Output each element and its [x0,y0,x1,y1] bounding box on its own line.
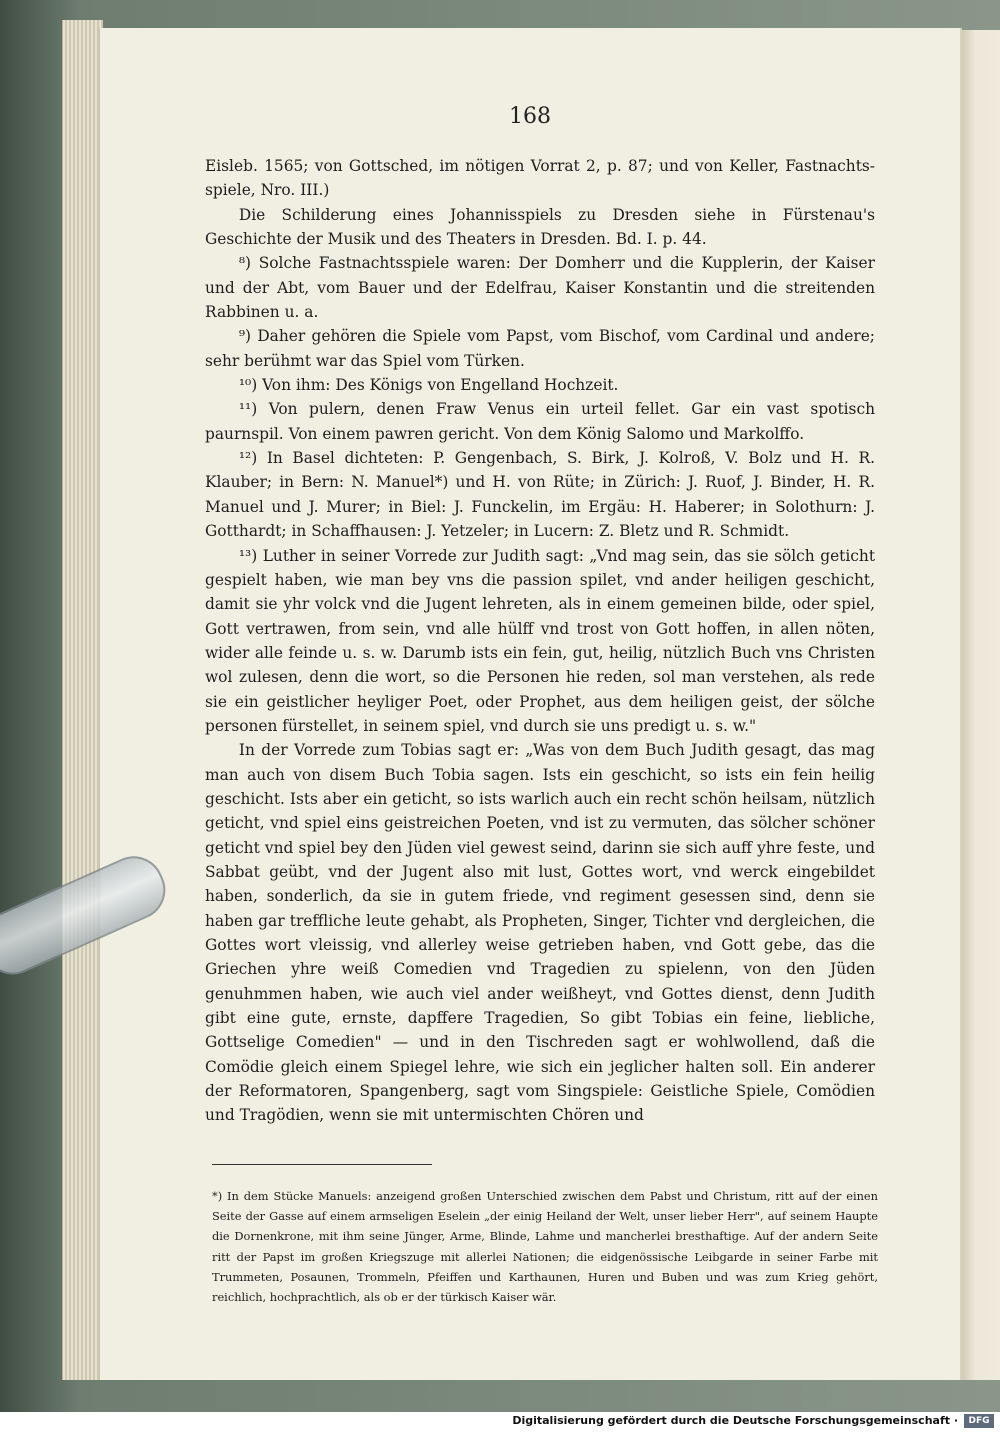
footnote-asterisk: *) In dem Stücke Manuels: anzeigend großen Unterschied zwischen dem Pabst und Christum, ritt auf der einen Seite der Gasse auf einem armseligen Eselein „der einig Heiland der Welt, unser lieber Herr", auf seinem Haupte die Dornenkrone, mit ihm seine Jünger, Arme, Blinde, Lahme und mancherlei bresthaftige. Auf der andern Seite ritt der Papst im großen Kriegszuge mit allerlei Nationen; die eidgenössische Leibgarde in seiner Farbe mit Trummeten, Posaunen, Trommeln, Pfeiffen und Karthaunen, Huren und Buben und was zum Krieg gehört, reichlich, hochprachtlich, als ob er der türkisch Kaiser wär. [212,1189,878,1305]
footer-bar [0,1412,1000,1432]
footnote-8: ⁸) Solche Fastnachtsspiele waren: Der Domherr und die Kupplerin, der Kaiser und der Abt, vom Bauer und der Edelfrau, Kaiser Konstantin und die streitenden Rabbinen u. a. [205,254,875,322]
footnote-12: ¹²) In Basel dichteten: P. Gengenbach, S. Birk, J. Kolroß, V. Bolz und H. R. Klauber; in Bern: N. Manuel*) und H. von Rüte; in Zürich: J. Ruof, J. Binder, H. R. Manuel und J. Murer; in Biel: J. Funckelin, im Ergäu: H. Haberer; in Solothurn: J. Gotthardt; in Schaffhausen: J. Yetzeler; in Lucern: Z. Bletz und R. Schmidt. [205,449,875,541]
book-page [100,28,960,1380]
funding-notice: Digitalisierung gefördert durch die Deutsche Forschungsgemeinschaft · [512,1414,958,1427]
page-number: 168 [509,104,551,129]
facing-page-edge [958,30,1000,1380]
dfg-logo-icon: DFG [964,1414,994,1428]
paragraph-1: Eisleb. 1565; von Gottsched, im nötigen Vorrat 2, p. 87; und von Keller, Fastnachts-spiele, Nro. III.) [205,157,875,200]
footnote-block [212,1186,878,1307]
footnote-10: ¹⁰) Von ihm: Des Königs von Engelland Hochzeit. [238,376,619,395]
footnote-13: ¹³) Luther in seiner Vorrede zur Judith sagt: „Vnd mag sein, das sie sölch geticht gespielt haben, wie man bey vns die passion spilet, vnd ander heiligen geschicht, damit sie yhr volck vnd die Jugent lehreten, als in einem gemeinen bilde, oder spiel, Gott vertrawen, from sein, vnd alle hülff vnd trost von Gott hoffen, in allen nöten, wider alle feinde u. s. w. Darumb ists ein fein, gut, heilig, nützlich Buch vns Christen wol zulesen, denn die wort, so die Personen hie reden, sol man verstehen, als rede sie ein geistlicher heyliger Poet, oder Prophet, aus dem heiligen geist, der sölche personen fürstellet, in seinem spiel, vnd durch sie uns predigt u. s. w." [205,546,875,735]
footnote-11: ¹¹) Von pulern, denen Fraw Venus ein urteil fellet. Gar ein vast spotisch paurnspil. Von einem pawren gericht. Von dem König Salomo und Markolffo. [205,400,875,443]
footnote-divider [212,1164,432,1165]
footnote-9: ⁹) Daher gehören die Spiele vom Papst, vom Bischof, vom Cardinal und andere; sehr berühmt war das Spiel vom Türken. [205,327,875,370]
paragraph-2: Die Schilderung eines Johannisspiels zu Dresden siehe in Fürstenau's Geschichte der Musik und des Theaters in Dresden. Bd. I. p. 44. [205,205,875,249]
paragraph-tobias: In der Vorrede zum Tobias sagt er: „Was von dem Buch Judith gesagt, das mag man auch von disem Buch Tobia sagen. Ists ein geschicht, so ists ein fein heilig geschicht. Ists aber ein geticht, so ists warlich auch ein recht schön heilsam, nützlich geticht, vnd spiel eins geistreichen Poeten, vnd ist zu vermuten, das sölcher schöner geticht vnd spiel bey den Jüden viel gewest seind, darinn sie sich auff yhre feste, und Sabbat geübt, vnd der Jugent also mit lust, Gottes wort, vnd werck eingebildet haben, sonderlich, da sie in gutem friede, vnd regiment gesessen sind, denn sie haben gar treffliche leute gehabt, als Propheten, Singer, Tichter vnd dergleichen, die Gottes wort vleissig, vnd allerley weise getrieben haben, vnd Gott gebe, das die Griechen yhre weiß Comedien vnd Tragedien zu spielenn, von den Jüden genuhmmen haben, wie auch viel ander weißheyt, vnd Gottes dienst, denn Judith gibt eine gute, ernste, dapffere Tragedien, So gibt Tobias ein feine, liebliche, Gottselige Comedien" — und in den Tischreden sagt er wohlwollend, daß die Comödie gleich einem Spiegel lehre, wie sich ein jeglicher halten soll. Ein anderer der Reformatoren, Spangenberg, sagt vom Singspiele: Geistliche Spiele, Comödien und Tragödien, wenn sie mit untermischten Chören und [205,741,875,1125]
book-page-edges [62,20,103,1380]
body-text [205,154,875,1128]
